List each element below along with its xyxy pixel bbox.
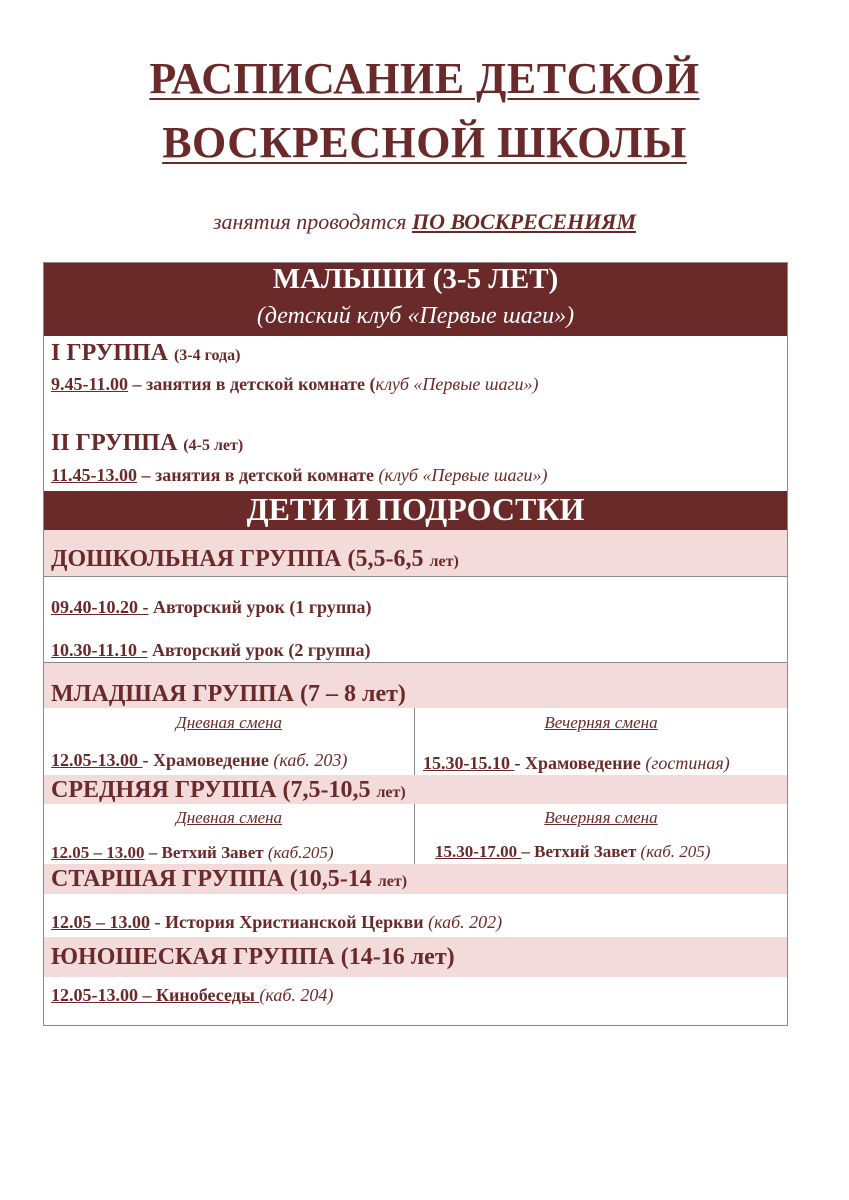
senior-row: [51, 912, 502, 933]
preschool-age: лет): [429, 553, 459, 570]
toddlers-group1-note: клуб «Первые шаги»): [375, 374, 539, 394]
senior-heading: [51, 866, 407, 893]
toddlers-group2-heading: [51, 430, 243, 457]
junior-day-text: - Храмоведение: [142, 750, 274, 770]
preschool-name: ДОШКОЛЬНАЯ ГРУППА (5,5-6,5: [51, 546, 430, 572]
toddlers-group1-time: 9.45-11.00: [51, 374, 129, 394]
toddlers-group1-heading: [51, 340, 240, 367]
toddlers-group2-age: (4-5 лет): [183, 437, 244, 454]
preschool-heading: [51, 546, 459, 573]
youth-time: 12.05-13.00 – Кинобеседы: [51, 985, 260, 1005]
middle-heading: [51, 777, 406, 804]
schedule-note-emphasis: ПО ВОСКРЕСЕНИЯМ: [412, 209, 637, 234]
preschool-row-2-time: 10.30-11.10 -: [51, 640, 148, 660]
youth-heading: ЮНОШЕСКАЯ ГРУППА (14-16 лет): [51, 944, 455, 970]
junior-day-time: 12.05-13.00: [51, 750, 143, 770]
toddlers-group1-text: – занятия в детской комнате (: [128, 374, 376, 394]
toddlers-group2-row: [51, 465, 547, 486]
schedule-note: [0, 209, 849, 235]
middle-evening-time: 15.30-17.00: [435, 842, 522, 861]
middle-age: лет): [376, 784, 406, 801]
preschool-row-2: [51, 640, 371, 661]
junior-heading: МЛАДШАЯ ГРУППА (7 – 8 лет): [51, 681, 406, 707]
toddlers-group1-age: (3-4 года): [173, 347, 241, 364]
preschool-row-2-text: Авторский урок (2 группа): [147, 640, 371, 660]
page-title-line2: ВОСКРЕСНОЙ ШКОЛЫ: [162, 118, 687, 167]
toddlers-group2-note: (клуб «Первые шаги»): [378, 465, 548, 485]
schedule-note-prefix: занятия проводятся: [212, 209, 412, 234]
middle-evening-shift-label: Вечерняя смена: [544, 808, 658, 827]
senior-age: лет): [377, 873, 408, 890]
youth-note: (каб. 204): [259, 985, 334, 1005]
junior-evening-time: 15.30-15.10: [423, 753, 515, 773]
senior-text: - История Христианской Церкви: [150, 912, 429, 932]
divider: [44, 576, 787, 577]
junior-day-note: (каб. 203): [273, 750, 348, 770]
middle-name: СРЕДНЯЯ ГРУППА (7,5-10,5: [51, 777, 377, 803]
middle-day-shift-label: Дневная смена: [175, 808, 283, 827]
preschool-row-1: [51, 597, 372, 618]
preschool-row-1-text: Авторский урок (1 группа): [148, 597, 372, 617]
children-section-header: [44, 491, 787, 530]
junior-evening-text: - Храмоведение: [514, 753, 646, 773]
middle-evening-note: (каб. 205): [640, 842, 711, 861]
middle-day-time: 12.05 – 13.00: [51, 843, 145, 862]
toddlers-group2-time: 11.45-13.00: [51, 465, 138, 485]
toddlers-section-subtitle: (детский клуб «Первые шаги»): [256, 303, 575, 329]
toddlers-group1-name: I ГРУППА: [51, 340, 174, 366]
senior-name: СТАРШАЯ ГРУППА (10,5-14: [51, 866, 378, 892]
middle-evening-text: – Ветхий Завет: [521, 842, 641, 861]
middle-day-row: [51, 843, 334, 863]
junior-evening-row: [423, 753, 730, 774]
senior-time: 12.05 – 13.00: [51, 912, 150, 932]
toddlers-group2-name: II ГРУППА: [51, 430, 184, 456]
children-section-title: ДЕТИ И ПОДРОСТКИ: [246, 491, 585, 527]
toddlers-group1-row: [51, 374, 539, 395]
junior-evening-note: (гостиная): [645, 753, 730, 773]
preschool-row-1-time: 09.40-10.20 -: [51, 597, 149, 617]
junior-day-shift-label: Дневная смена: [175, 713, 283, 732]
toddlers-group2-text: – занятия в детской комнате: [137, 465, 379, 485]
page-title-line1: РАСПИСАНИЕ ДЕТСКОЙ: [149, 54, 700, 103]
senior-note: (каб. 202): [428, 912, 503, 932]
youth-row: [51, 985, 333, 1006]
junior-day-row: [51, 750, 347, 771]
middle-day-text: – Ветхий Завет: [144, 843, 268, 862]
toddlers-section-header: [44, 263, 787, 336]
junior-evening-shift-label: Вечерняя смена: [544, 713, 658, 732]
middle-day-note: (каб.205): [267, 843, 334, 862]
toddlers-section-title: МАЛЫШИ (3-5 ЛЕТ): [272, 263, 559, 295]
middle-evening-row: [435, 842, 710, 862]
